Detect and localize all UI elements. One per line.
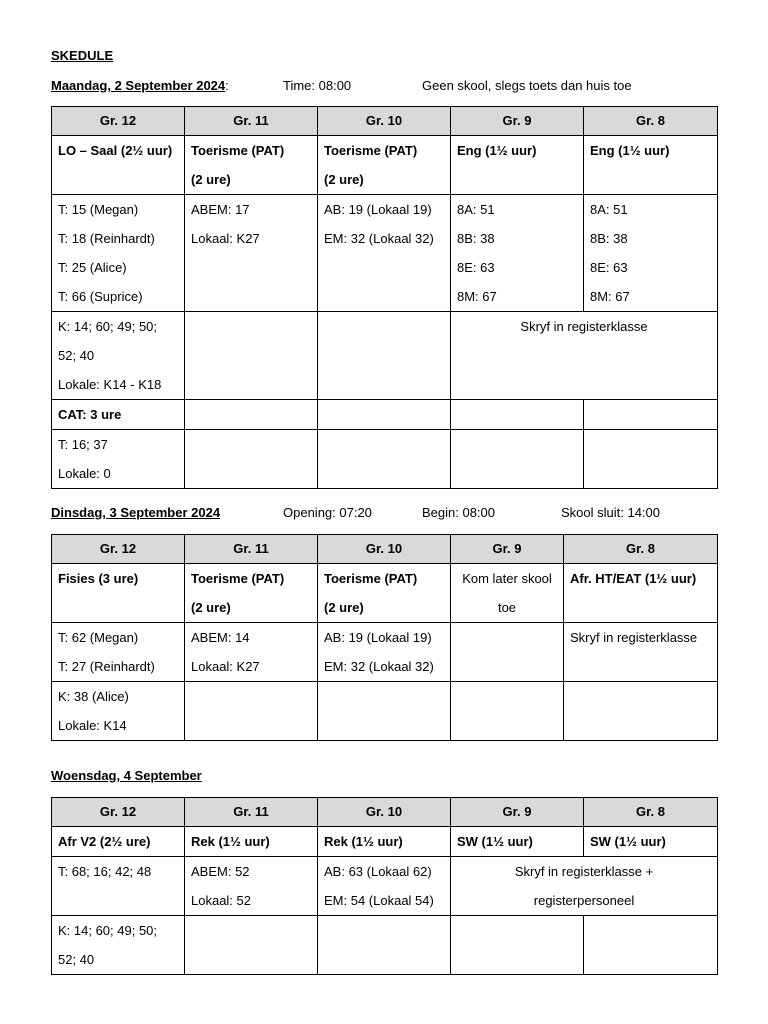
venue-cell-gr12 — [52, 623, 185, 682]
subject-gr12: Fisies (3 ure) — [58, 571, 139, 586]
header-gr10: Gr. 10 — [318, 535, 451, 564]
empty-cell — [584, 430, 718, 489]
monday-extra-row — [52, 312, 718, 400]
subject-gr12: Afr V2 (2½ ure) — [52, 827, 185, 857]
empty-cell — [451, 430, 584, 489]
tuesday-header-row — [52, 535, 718, 564]
venue-cell-gr10 — [318, 195, 451, 312]
empty-cell — [451, 400, 584, 430]
empty-cell — [185, 430, 318, 489]
empty-cell — [318, 430, 451, 489]
subject-cell — [52, 564, 185, 623]
venue-cell-gr12 — [52, 857, 185, 916]
venue-line: 8A: 51 — [457, 202, 495, 217]
extra-line: 52; 40 — [58, 952, 95, 967]
extra-cell-gr12 — [52, 312, 185, 400]
venue-cell-gr11 — [185, 623, 318, 682]
venue-line: T: 18 (Reinhardt) — [58, 231, 155, 246]
extra-line: Lokale: K14 - K18 — [58, 377, 162, 392]
header-gr12: Gr. 12 — [52, 798, 185, 827]
subject-cell — [564, 564, 718, 623]
subject-cell — [185, 136, 318, 195]
venue-line: ABEM: 14 — [191, 630, 250, 645]
venue-line: EM: 54 (Lokaal 54) — [324, 893, 434, 908]
empty-cell — [451, 623, 564, 682]
monday-header-row — [52, 107, 718, 136]
empty-cell — [451, 682, 564, 741]
venue-line: T: 62 (Megan) — [58, 630, 139, 645]
extra-cell-gr12 — [52, 682, 185, 741]
register-class-note: Skryf in registerklasse — [451, 312, 718, 400]
tuesday-date: Dinsdag, 3 September 2024 — [51, 505, 221, 520]
venue-cell-gr8 — [584, 195, 718, 312]
wednesday-schedule-table — [51, 797, 718, 975]
venue-line: AB: 19 (Lokaal 19) — [324, 630, 432, 645]
tuesday-schedule-table — [51, 534, 718, 741]
monday-subject-row — [52, 136, 718, 195]
empty-cell — [185, 400, 318, 430]
subject-cell — [451, 564, 564, 623]
cat-subject: CAT: 3 ure — [52, 400, 185, 430]
subject-gr10-duration: (2 ure) — [324, 600, 364, 615]
empty-cell — [318, 916, 451, 975]
monday-note: Geen skool, slegs toets dan huis toe — [422, 78, 632, 93]
extra-line: K: 38 (Alice) — [58, 689, 129, 704]
header-gr12: Gr. 12 — [52, 107, 185, 136]
subject-cell — [584, 136, 718, 195]
header-gr10: Gr. 10 — [318, 798, 451, 827]
monday-venue-row — [52, 195, 718, 312]
venue-line: Lokaal: K27 — [191, 231, 260, 246]
venue-line: T: 27 (Reinhardt) — [58, 659, 155, 674]
header-gr11: Gr. 11 — [185, 107, 318, 136]
monday-cat-venue-row — [52, 430, 718, 489]
header-gr9: Gr. 9 — [451, 107, 584, 136]
venue-cell-gr10 — [318, 857, 451, 916]
tuesday-header-line — [51, 505, 717, 520]
wednesday-header-line — [51, 768, 717, 783]
venue-line: T: 15 (Megan) — [58, 202, 139, 217]
extra-line: K: 14; 60; 49; 50; — [58, 923, 158, 938]
venue-line: 8B: 38 — [590, 231, 628, 246]
venue-line: T: 25 (Alice) — [58, 260, 127, 275]
subject-cell — [52, 136, 185, 195]
tuesday-begin: Begin: 08:00 — [422, 505, 496, 520]
subject-gr9: SW (1½ uur) — [451, 827, 584, 857]
header-gr8: Gr. 8 — [584, 798, 718, 827]
subject-cell — [318, 136, 451, 195]
venue-line: AB: 19 (Lokaal 19) — [324, 202, 432, 217]
header-gr12: Gr. 12 — [52, 535, 185, 564]
subject-cell — [318, 564, 451, 623]
extra-line: Lokale: K14 — [58, 718, 127, 733]
header-gr9: Gr. 9 — [451, 535, 564, 564]
empty-cell — [185, 682, 318, 741]
venue-line: Lokaal: K27 — [191, 659, 260, 674]
subject-gr12: LO – Saal (2½ uur) — [58, 143, 173, 158]
venue-line: 8M: 67 — [590, 289, 630, 304]
empty-cell — [584, 400, 718, 430]
monday-date: Maandag, 2 September 2024 — [51, 78, 226, 93]
venue-line: EM: 32 (Lokaal 32) — [324, 659, 434, 674]
document-title: SKEDULE — [51, 48, 114, 63]
note-line: registerpersoneel — [533, 893, 635, 908]
subject-gr11: Toerisme (PAT) — [191, 143, 285, 158]
cat-venue-cell — [52, 430, 185, 489]
subject-gr10-duration: (2 ure) — [324, 172, 364, 187]
venue-cell-gr12 — [52, 195, 185, 312]
empty-cell — [318, 312, 451, 400]
venue-line: 8B: 38 — [457, 231, 495, 246]
subject-gr9: Kom later skool — [462, 571, 552, 586]
wednesday-date: Woensdag, 4 September — [51, 768, 202, 783]
extra-line: 52; 40 — [58, 348, 95, 363]
venue-line: T: 68; 16; 42; 48 — [58, 864, 152, 879]
monday-time: Time: 08:00 — [283, 78, 352, 93]
subject-gr11-duration: (2 ure) — [191, 172, 231, 187]
venue-cell-gr11 — [185, 195, 318, 312]
venue-line: AB: 63 (Lokaal 62) — [324, 864, 432, 879]
empty-cell — [451, 916, 584, 975]
header-gr11: Gr. 11 — [185, 798, 318, 827]
subject-gr10: Toerisme (PAT) — [324, 143, 418, 158]
subject-gr11-duration: (2 ure) — [191, 600, 231, 615]
venue-line: 8E: 63 — [457, 260, 495, 275]
wednesday-extra-row — [52, 916, 718, 975]
venue-line: 8E: 63 — [590, 260, 628, 275]
subject-gr11: Toerisme (PAT) — [191, 571, 285, 586]
empty-cell — [318, 682, 451, 741]
venue-line: ABEM: 52 — [191, 864, 250, 879]
venue-cell-gr10 — [318, 623, 451, 682]
subject-cell — [185, 564, 318, 623]
register-class-note — [451, 857, 718, 916]
header-gr11: Gr. 11 — [185, 535, 318, 564]
tuesday-opening: Opening: 07:20 — [283, 505, 372, 520]
empty-cell — [185, 312, 318, 400]
wednesday-subject-row — [52, 827, 718, 857]
venue-line: Lokaal: 52 — [191, 893, 251, 908]
subject-gr8: SW (1½ uur) — [584, 827, 718, 857]
note-line: Skryf in registerklasse + — [514, 864, 654, 879]
subject-gr10: Toerisme (PAT) — [324, 571, 418, 586]
venue-line: 8M: 67 — [457, 289, 497, 304]
subject-gr8: Afr. HT/EAT (1½ uur) — [570, 571, 697, 586]
monday-cat-row — [52, 400, 718, 430]
venue-cell-gr8: Skryf in registerklasse — [564, 623, 718, 682]
subject-gr9-cont: toe — [497, 600, 517, 615]
subject-cell — [451, 136, 584, 195]
venue-cell-gr11 — [185, 857, 318, 916]
extra-cell-gr12 — [52, 916, 185, 975]
venue-line: Lokale: 0 — [58, 466, 111, 481]
extra-line: K: 14; 60; 49; 50; — [58, 319, 158, 334]
wednesday-venue-row — [52, 857, 718, 916]
monday-schedule-table — [51, 106, 718, 489]
tuesday-subject-row — [52, 564, 718, 623]
venue-line: EM: 32 (Lokaal 32) — [324, 231, 434, 246]
tuesday-extra-row — [52, 682, 718, 741]
header-gr8: Gr. 8 — [564, 535, 718, 564]
empty-cell — [318, 400, 451, 430]
header-gr9: Gr. 9 — [451, 798, 584, 827]
wednesday-header-row — [52, 798, 718, 827]
empty-cell — [564, 682, 718, 741]
header-gr8: Gr. 8 — [584, 107, 718, 136]
subject-gr9: Eng (1½ uur) — [457, 143, 537, 158]
subject-gr10: Rek (1½ uur) — [318, 827, 451, 857]
venue-cell-gr9 — [451, 195, 584, 312]
tuesday-close: Skool sluit: 14:00 — [561, 505, 661, 520]
empty-cell — [584, 916, 718, 975]
monday-header-line — [51, 78, 717, 93]
subject-gr11: Rek (1½ uur) — [185, 827, 318, 857]
venue-line: 8A: 51 — [590, 202, 628, 217]
tuesday-venue-row — [52, 623, 718, 682]
monday-colon: : — [225, 78, 229, 93]
subject-gr8: Eng (1½ uur) — [590, 143, 670, 158]
venue-line: T: 16; 37 — [58, 437, 108, 452]
header-gr10: Gr. 10 — [318, 107, 451, 136]
venue-line: ABEM: 17 — [191, 202, 250, 217]
empty-cell — [185, 916, 318, 975]
venue-line: T: 66 (Suprice) — [58, 289, 143, 304]
